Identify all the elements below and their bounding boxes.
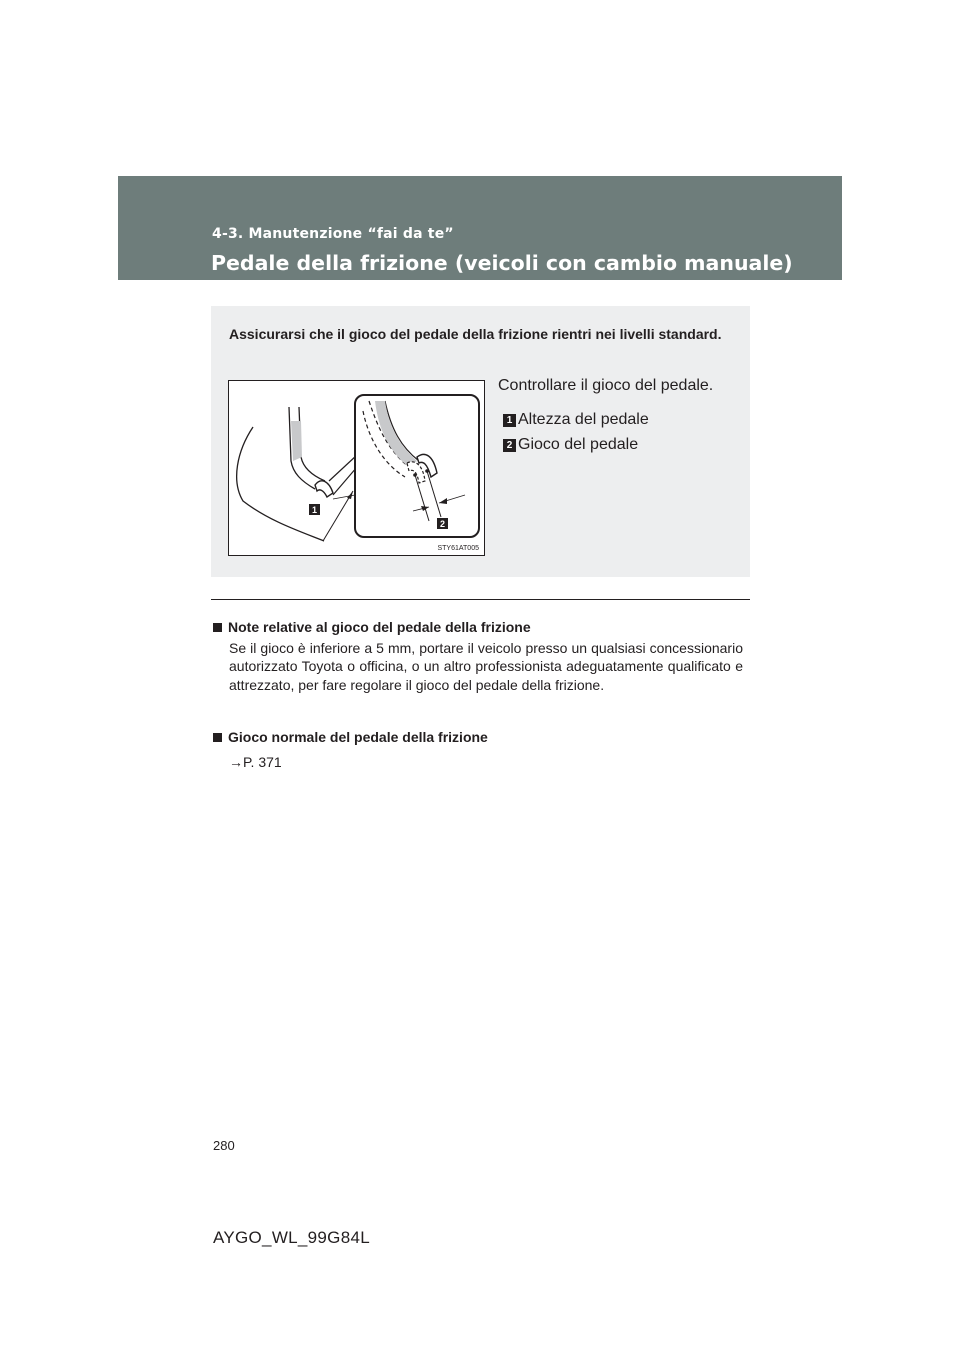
pedal-drawing	[229, 381, 486, 557]
legend-item-pedal-height	[503, 411, 649, 429]
note-heading-play: Note relative al gioco del pedale della frizione	[213, 619, 531, 635]
square-bullet-icon	[213, 733, 222, 742]
legend-number: 2	[503, 439, 516, 452]
page-title: Pedale della frizione (veicoli con cambio manuale)	[211, 251, 793, 275]
document-code: AYGO_WL_99G84L	[213, 1228, 370, 1247]
note-heading-normal-play: Gioco normale del pedale della frizione	[213, 729, 488, 745]
legend-label: Altezza del pedale	[518, 411, 649, 428]
square-bullet-icon	[213, 623, 222, 632]
figure-label-1: 1	[311, 505, 318, 515]
pedal-illustration	[228, 380, 485, 556]
legend-item-pedal-play	[503, 436, 638, 454]
page-reference-link[interactable]: →P. 371	[229, 754, 282, 770]
note-body-play: Se il gioco è inferiore a 5 mm, portare il veicolo presso un qualsiasi concessionario autorizzato Toyota o officina, o un altro professionista adeguatamente qualificato e attrezzato, per fare regolare il gioco del pedale della frizione.	[229, 640, 743, 693]
check-instruction: Controllare il gioco del pedale.	[498, 377, 714, 394]
intro-text: Assicurarsi che il gioco del pedale della frizione rientri nei livelli standard.	[229, 326, 722, 342]
legend-number: 1	[503, 414, 516, 427]
section-label: 4-3. Manutenzione “fai da te”	[212, 226, 454, 242]
legend-label: Gioco del pedale	[518, 436, 639, 453]
figure-label-2: 2	[439, 519, 446, 529]
figure-code: STY61AT005	[437, 545, 479, 552]
page-number: 280	[213, 1138, 235, 1153]
section-divider	[211, 599, 750, 600]
